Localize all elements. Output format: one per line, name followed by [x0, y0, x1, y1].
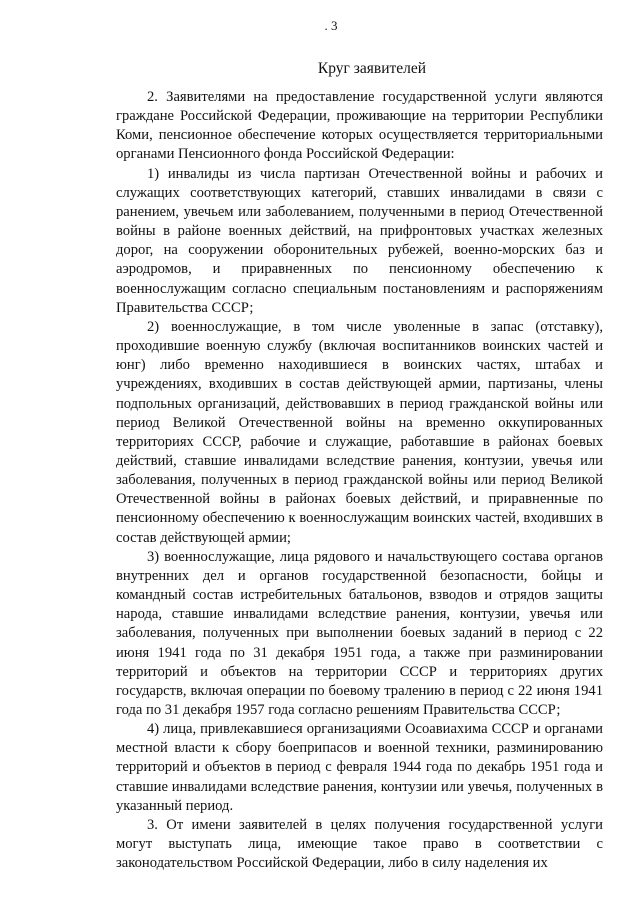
paragraph-representatives: 3. От имени заявителей в целях получения государственной услуги могут выступать лица, имеющие такое право в соответствии с законодательством Российской Федерации, либо в силу наделения их	[116, 816, 603, 872]
paragraph-item-1-partisans: 1) инвалиды из числа партизан Отечественной войны и рабочих и служащих соответствующих категорий, ставших инвалидами в связи с ранением, увечьем или заболеванием, полученными в период Отечественной войны в районе военных действий, на прифронтовых участках железных дорог, на сооружении оборонительных рубежей, военно-морских баз и аэродромов, и приравненных по пенсионному обеспечению к военнослужащим согласно специальным постановлениям и распоряжениям Правительства СССР;	[116, 165, 603, 316]
document-body	[116, 88, 603, 873]
paragraph-item-4-osoaviakhim: 4) лица, привлекавшиеся организациями Осоавиахима СССР и органами местной власти к сбору боеприпасов и военной техники, разминированию территорий и объектов в период с февраля 1944 года по декабрь 1951 года и ставшие инвалидами вследствие ранения, контузии или увечья, полученных в указанный период.	[116, 721, 603, 814]
paragraph-item-3-internal-affairs: 3) военнослужащие, лица рядового и начальствующего состава органов внутренних дел и органов государственной безопасности, бойцы и командный состав истребительных батальонов, взводов и отрядов защиты народа, ставшие инвалидами вследствие ранения, контузии, увечья или заболевания, полученных при выполнении боевых заданий в период с 22 июня 1941 года по 31 декабря 1951 года, а также при разминировании территорий и объектов на территории СССР и территориях других государств, включая операции по боевому тралению в период с 22 июня 1941 года по 31 декабря 1957 года согласно решениям Правительства СССР;	[116, 548, 603, 718]
paragraph-applicants-definition: 2. Заявителями на предоставление государственной услуги являются граждане Российской Федерации, проживающие на территории Республики Коми, пенсионное обеспечение которых осуществляется территориальными органами Пенсионного фонда Российской Федерации:	[116, 89, 603, 163]
paragraph-item-2-servicemen: 2) военнослужащие, в том числе уволенные в запас (отставку), проходившие военную службу (включая воспитанников воинских частей и юнг) либо временно находившиеся в воинских частях, штабах и учреждениях, входивших в состав действующей армии, партизаны, члены подпольных организаций, действовавших в период гражданской войны или период Великой Отечественной войны на временно оккупированных территориях СССР, рабочие и служащие, работавшие в районах боевых действий, ставшие инвалидами вследствие ранения, контузии, увечья или заболевания, полученных в период гражданской войны или период Великой Отечественной войны в районах боевых действий, и приравненные по пенсионному обеспечению к военнослужащим воинских частей, входивших в состав действующей армии;	[116, 318, 603, 546]
page-number: . 3	[324, 18, 338, 33]
section-title: Круг заявителей	[317, 60, 427, 77]
